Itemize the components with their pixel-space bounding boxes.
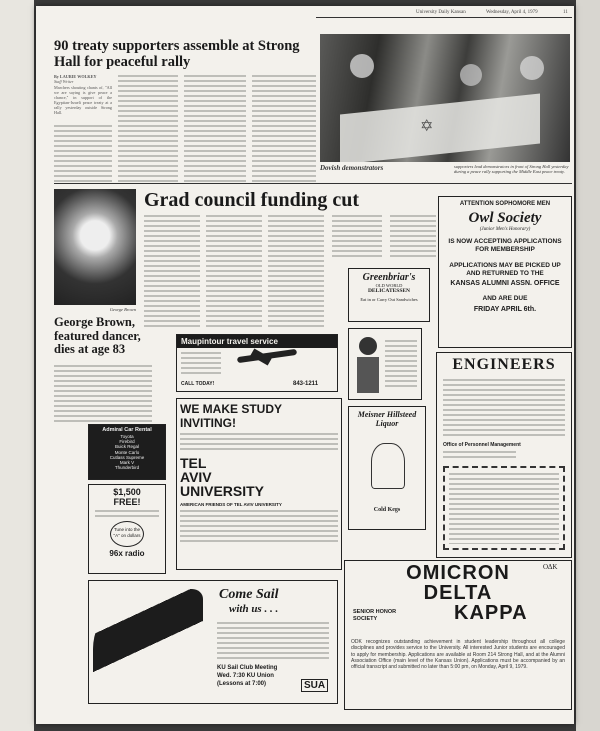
telaviv-footer: AMERICAN FRIENDS OF TEL AVIV UNIVERSITY — [180, 502, 282, 507]
engineers-title: ENGINEERS — [452, 356, 556, 373]
odk-kappa: KAPPA — [454, 602, 528, 624]
odk-omicron: OMICRON — [406, 562, 510, 584]
radio-prize: $1,500 — [113, 487, 141, 497]
maupintour-ad — [176, 334, 338, 392]
obit-body — [54, 364, 152, 422]
owl-line4: KANSAS ALUMNI ASSN. OFFICE — [450, 280, 560, 287]
telaviv-logo2: AVIV — [180, 469, 212, 485]
paper-name: University Daily Kansan — [416, 10, 466, 15]
telaviv-title2: INVITING! — [180, 416, 236, 430]
next-page-edge — [576, 0, 600, 731]
admiral-car-item: Mark V — [119, 460, 135, 466]
grad-body-col4 — [332, 214, 382, 260]
rally-body-col4 — [252, 74, 316, 182]
telaviv-logo1: TEL — [180, 455, 207, 471]
admiral-car-item: Cutlass Supreme — [109, 454, 145, 460]
sail-club-ad — [88, 580, 338, 704]
rally-body-col1 — [54, 124, 112, 182]
sail-illustration — [93, 589, 203, 689]
tel-aviv-ad — [176, 398, 342, 570]
admiral-car-item: Firebird — [119, 439, 135, 445]
star-of-david-icon: ✡ — [420, 118, 434, 135]
admiral-title: Admiral Car Rental — [102, 427, 152, 433]
odk-letters: ΟΔΚ — [543, 563, 558, 571]
rally-byline: By LAURIE WOLKEY — [54, 74, 97, 79]
deli-line: Eat in or Carry Out Sandwiches — [360, 297, 418, 302]
engineers-coupon — [443, 466, 565, 550]
radio-tune: Tune into the "A" on dollars — [110, 521, 144, 547]
admiral-car-list — [91, 434, 163, 470]
sua-logo: SUA — [301, 679, 328, 692]
maupintour-phone: 843-1211 — [293, 381, 319, 387]
liquor-ad — [348, 406, 426, 530]
radio-free: FREE! — [113, 497, 141, 507]
deli-name: Greenbriar's — [362, 272, 416, 283]
owl-line6: FRIDAY APRIL 6th. — [473, 306, 537, 313]
obit-photo-caption: George Brown — [109, 307, 136, 312]
telaviv-title1: WE MAKE STUDY — [180, 402, 282, 416]
grad-body-col2 — [206, 214, 262, 330]
sail-meeting: KU Sail Club Meeting — [217, 665, 278, 671]
rally-lead: Marchers shouting chants of, "All we are saying is give peace a chance," in support of the Egyptian-Israeli peace treaty at a rally yesterday outside Strong Hall. — [54, 85, 112, 116]
odk-senior: SENIOR HONOR SOCIETY — [353, 609, 397, 622]
admiral-car-item: Monte Carlo — [114, 449, 140, 455]
rally-body-col3 — [184, 74, 246, 182]
admiral-car-item: Thunderbird — [114, 465, 140, 471]
engineers-ad — [436, 352, 572, 558]
grad-headline: Grad council funding cut — [144, 189, 360, 211]
newspaper-page — [36, 6, 574, 724]
maupintour-cta: CALL TODAY! — [181, 381, 215, 387]
rally-photo-caption: supporters lead demonstrators in front of Strong Hall yesterday during a peace rally supporting the Middle East peace treaty. — [454, 164, 569, 175]
keg-icon — [371, 443, 405, 489]
sail-lessons: (Lessons at 7:00) — [217, 681, 267, 687]
owl-line3: APPLICATIONS MAY BE PICKED UP AND RETURNED TO THE — [449, 262, 561, 277]
deli-tag1: OLD WORLD — [375, 283, 403, 288]
admiral-ad — [88, 424, 166, 480]
owl-line5: AND ARE DUE — [482, 295, 528, 302]
owl-title: Owl Society — [468, 210, 542, 226]
owl-subtitle: (Junior Men's Honorary) — [479, 227, 531, 232]
fashion-ad — [348, 328, 422, 400]
sail-title2: with us . . . — [229, 603, 279, 615]
rally-photo-caption-title: Dovish demonstrators — [320, 164, 384, 172]
rally-photo — [320, 34, 570, 162]
page-number: 11 — [563, 10, 568, 15]
obit-photo — [54, 189, 136, 305]
radio-station: 96x radio — [109, 549, 145, 558]
odk-ad — [344, 560, 572, 710]
grad-body-col3 — [268, 214, 324, 330]
previous-page-edge — [0, 0, 34, 731]
radio-ad — [88, 484, 166, 574]
deli-tag2: DELICATESSEN — [367, 288, 411, 294]
owl-line1: ATTENTION SOPHOMORE MEN — [459, 201, 551, 207]
rally-headline: 90 treaty supporters assemble at Strong Hall for peaceful rally — [54, 38, 300, 70]
admiral-car-item: Toyota — [120, 434, 134, 439]
sail-when: Wed. 7:30 KU Union — [217, 673, 274, 679]
deli-ad — [348, 268, 430, 322]
sail-title1: Come Sail — [219, 587, 279, 602]
telaviv-logo3: UNIVERSITY — [180, 483, 265, 499]
obit-headline: George Brown, featured dancer, dies at age 83 — [54, 315, 141, 356]
engineers-office: Office of Personnel Management — [443, 442, 521, 448]
rally-body-col2 — [118, 74, 178, 182]
liquor-bottom: Cold Kegs — [373, 507, 401, 513]
maupintour-title: Maupintour travel service — [177, 335, 337, 348]
admiral-car-item: Buick Regal — [114, 444, 139, 450]
owl-society-ad — [438, 196, 572, 348]
grad-body-col1 — [144, 214, 200, 330]
grad-body-col5 — [390, 214, 436, 260]
odk-body: ODK recognizes outstanding achievement in student leadership throughout all college disciplines and provides service to the University. All interested Junior students are encouraged to apply for membership. Applications are available at Room 214 Strong Hall, and at the Alumni Association Office (main level of the Kansas Union). Applications must be accompanied by an official transcript and submitted no later than 5:00 pm, on Monday, April 9, 1979. — [351, 639, 565, 671]
owl-line2: IS NOW ACCEPTING APPLICATIONS FOR MEMBERSHIP — [448, 238, 562, 253]
liquor-name: Meisner Hillsteed Liquor — [357, 410, 417, 428]
rally-byline-role: Staff Writer — [54, 79, 74, 84]
issue-date: Wednesday, April 4, 1979 — [486, 10, 538, 15]
odk-delta: DELTA — [423, 582, 493, 604]
